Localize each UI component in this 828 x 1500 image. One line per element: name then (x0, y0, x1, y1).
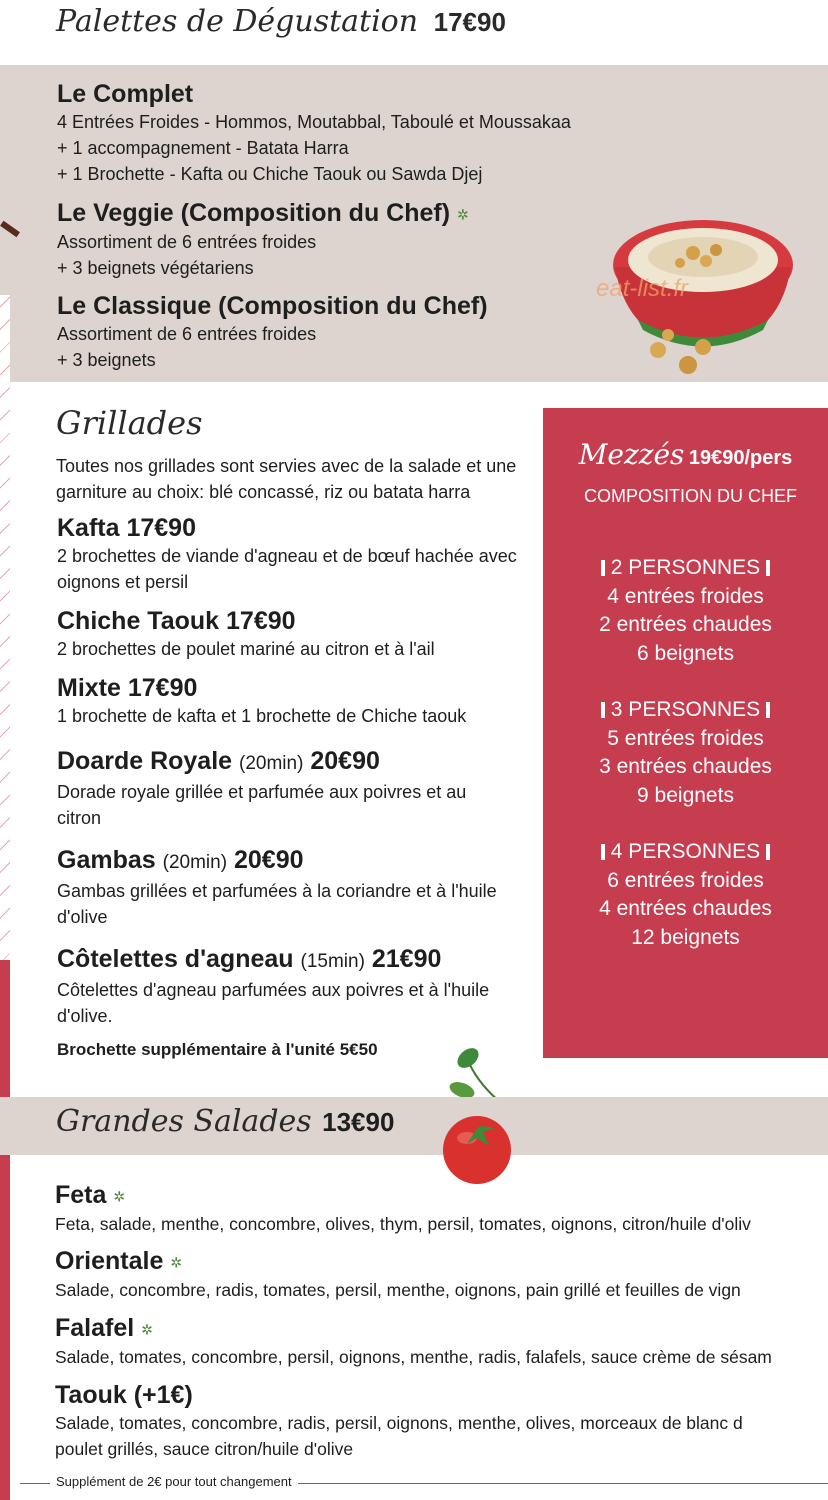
item-title: Taouk (+1€) (55, 1381, 193, 1409)
leaf-icon: ✲ (141, 1321, 153, 1338)
item-title: Le Classique (Composition du Chef) (57, 292, 488, 320)
salade-item-falafel (55, 1313, 772, 1370)
palette-item-veggie (57, 198, 597, 281)
group-line: 2 entrées chaudes (599, 613, 772, 636)
item-desc: Côtelettes d'agneau parfumées aux poivres et à l'huile d'olive. (57, 980, 490, 1026)
item-desc: Salade, concombre, radis, tomates, persil, menthe, oignons, pain grillé et feuilles de vign (55, 1280, 741, 1301)
grill-item-chiche-taouk (57, 606, 527, 662)
group-line: 4 entrées froides (607, 584, 764, 608)
item-title: Mixte (57, 674, 121, 702)
item-price: 17€90 (226, 607, 296, 635)
salade-item-orientale (55, 1246, 741, 1303)
item-desc: 2 brochettes de poulet mariné au citron et à l'ail (57, 639, 435, 659)
salade-item-feta (55, 1180, 751, 1237)
palettes-heading: Palettes de Dégustation 17€90 (56, 4, 506, 39)
item-time: (20min) (239, 753, 304, 774)
item-line: 4 Entrées Froides - Hommos, Moutabbal, Taboulé et Moussakaa (57, 112, 571, 132)
tomato-illustration (437, 1108, 517, 1186)
group-head: 2 PERSONNES (543, 554, 828, 583)
grill-item-dorade (57, 746, 507, 831)
item-title: Côtelettes d'agneau (57, 945, 294, 973)
item-price: 17€90 (127, 674, 198, 702)
item-line: + 1 Brochette - Kafta ou Chiche Taouk ou Sawda Djej (57, 164, 483, 184)
item-desc: Feta, salade, menthe, concombre, olives, thym, persil, tomates, oignons, citron/huile d'oliv (55, 1214, 751, 1235)
item-title: Le Complet (57, 80, 194, 108)
salades-heading: Grandes Salades (56, 1104, 312, 1139)
item-desc-continued: poulet grillés, sauce citron/huile d'olive (55, 1439, 354, 1459)
item-desc: 1 brochette de kafta et 1 brochette de Chiche taouk (57, 706, 467, 726)
item-title: Feta (55, 1181, 107, 1209)
mezzes-price: 19€90/pers (688, 447, 793, 469)
item-desc: Dorade royale grillée et parfumée aux poivres et au citron (57, 782, 467, 828)
group-line: 3 entrées chaudes (599, 755, 772, 778)
item-title: Orientale (55, 1247, 164, 1275)
item-title: Falafel (55, 1314, 135, 1342)
salades-header (56, 1104, 394, 1139)
leaf-icon: ✲ (457, 206, 469, 223)
salade-item-taouk (55, 1380, 743, 1462)
footer-note: Supplément de 2€ pour tout changement (50, 1474, 298, 1489)
mezzes-box (543, 408, 828, 1058)
group-line: 5 entrées froides (607, 726, 764, 750)
left-red-strip (0, 960, 10, 1500)
group-line: 6 beignets (637, 641, 734, 665)
item-price: 21€90 (371, 945, 442, 973)
item-line: Assortiment de 6 entrées froides (57, 232, 317, 253)
group-head: 4 PERSONNES (543, 838, 828, 867)
group-line: 6 entrées froides (607, 868, 764, 892)
grill-item-cotelettes (57, 944, 507, 1029)
item-desc: Salade, tomates, concombre, persil, oignons, menthe, radis, falafels, sauce crème de sésam (55, 1347, 772, 1368)
grillades-intro: Toutes nos grillades sont servies avec de la salade et une garniture au choix: blé concassé, riz ou batata harra (56, 456, 517, 502)
item-title: Gambas (57, 846, 156, 874)
grillades-extra: Brochette supplémentaire à l'unité 5€50 (57, 1040, 378, 1059)
grill-item-kafta (57, 513, 527, 595)
item-time: (15min) (300, 951, 365, 972)
item-desc: Salade, tomates, concombre, radis, persil, oignons, menthe, olives, morceaux de blanc d (55, 1413, 743, 1433)
item-title: Doarde Royale (57, 747, 233, 775)
palettes-price: 17€90 (433, 7, 506, 37)
item-price: 20€90 (233, 846, 304, 874)
mezzes-heading: Mezzés (578, 438, 685, 471)
grill-item-mixte (57, 673, 527, 729)
grillades-heading: Grillades (56, 404, 203, 442)
item-time: (20min) (162, 852, 228, 873)
item-desc: 2 brochettes de viande d'agneau et de bœuf hachée avec oignons et persil (57, 546, 517, 592)
salades-price: 13€90 (322, 1107, 395, 1137)
group-line: 12 beignets (631, 925, 740, 949)
mezzes-group-2 (543, 554, 828, 668)
palette-item-complet (57, 79, 657, 187)
grill-item-gambas (57, 845, 507, 930)
mezzes-header (543, 438, 828, 471)
item-line: + 1 accompagnement - Batata Harra (57, 138, 349, 158)
item-desc: Gambas grillées et parfumées à la coriandre et à l'huile d'olive (57, 881, 497, 927)
group-line: 9 beignets (637, 783, 734, 807)
item-line: + 3 beignets végétariens (57, 258, 254, 279)
leaf-icon: ✲ (170, 1254, 183, 1271)
item-line: + 3 beignets (57, 350, 156, 370)
group-head: 3 PERSONNES (543, 696, 828, 725)
item-line: Assortiment de 6 entrées froides (57, 324, 317, 344)
item-title: Chiche Taouk (57, 607, 220, 635)
mezzes-subtitle: COMPOSITION DU CHEF (583, 486, 797, 506)
mezzes-group-3 (543, 696, 828, 810)
left-pattern-decoration (0, 295, 10, 960)
item-price: 17€90 (126, 514, 196, 542)
group-line: 4 entrées chaudes (599, 897, 772, 920)
watermark: eat-list.fr (596, 275, 689, 302)
item-title: Le Veggie (Composition du Chef) (57, 199, 451, 227)
palette-item-classique (57, 291, 597, 373)
item-price: 20€90 (310, 747, 380, 775)
item-title: Kafta (57, 514, 120, 542)
mezzes-group-4 (543, 838, 828, 952)
leaf-icon: ✲ (113, 1188, 126, 1205)
